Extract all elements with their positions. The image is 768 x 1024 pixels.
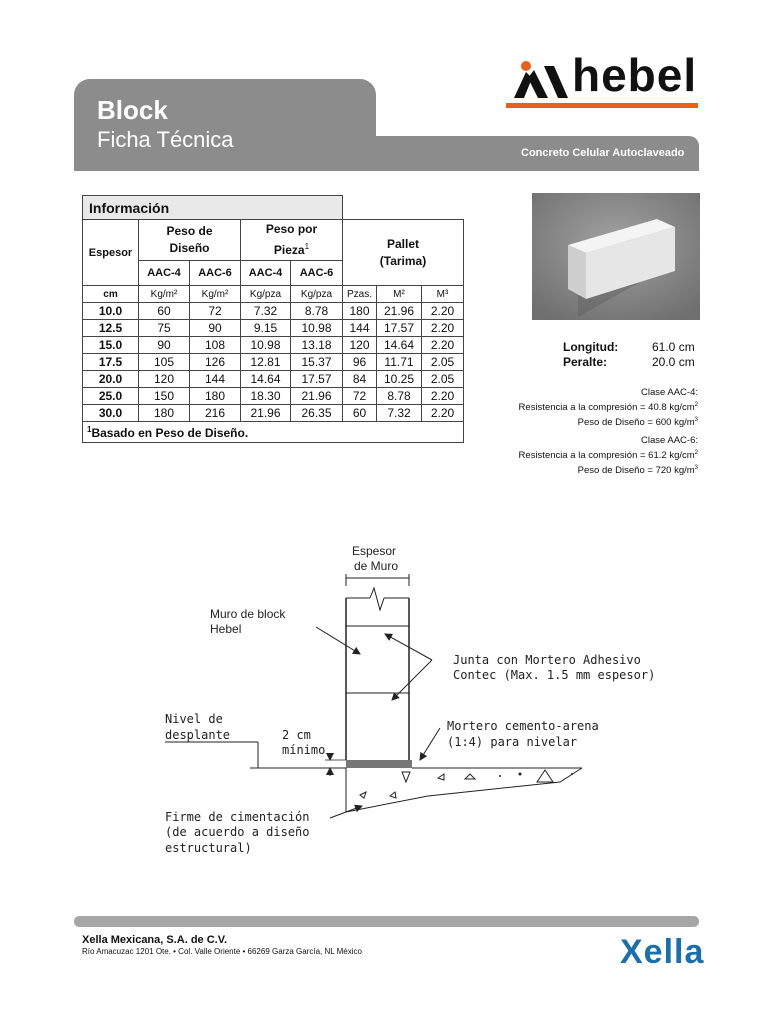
aac6-resistencia: Resistencia a la compresión = 61.2 $kg/cm^2$ — [518, 450, 698, 462]
footer-bar — [74, 916, 699, 927]
page-title: Block — [97, 95, 168, 125]
label-hebel: Hebel — [210, 622, 242, 636]
units-row — [83, 286, 464, 303]
table-cell: 14.64 — [377, 337, 422, 354]
longitud-value: 61.0 cm — [652, 340, 695, 354]
table-cell: 72 — [190, 303, 241, 320]
table-cell: 26.35 — [291, 405, 343, 422]
aac4-clase: Clase AAC-4: — [640, 387, 698, 398]
table-cell: 180 — [190, 388, 241, 405]
label-junta-2: Contec (Max. 1.5 mm espesor) — [453, 668, 656, 682]
table-row — [83, 337, 464, 354]
unit-cell: Kg/m² — [139, 286, 190, 303]
unit-cell: cm — [83, 286, 139, 303]
table-cell: 13.18 — [291, 337, 343, 354]
mortar-bed — [346, 760, 412, 768]
col-espesor: Espesor — [83, 220, 139, 286]
xella-logo: Xella — [620, 933, 705, 971]
table-cell: 14.64 — [241, 371, 291, 388]
table-cell: 2.20 — [422, 337, 464, 354]
label-espesor: Espesor — [352, 544, 397, 558]
table-cell: 216 — [190, 405, 241, 422]
table-row — [83, 320, 464, 337]
table-cell: 144 — [190, 371, 241, 388]
footer-company: Xella Mexicana, S.A. de C.V. — [82, 934, 228, 946]
table-cell: 10.25 — [377, 371, 422, 388]
foundation-slab — [250, 768, 582, 812]
unit-cell: Kg/pza — [291, 286, 343, 303]
longitud-label: Longitud: — [563, 340, 619, 354]
header-tagline: Concreto Celular Autoclaveado — [521, 147, 685, 159]
unit-cell: Kg/pza — [241, 286, 291, 303]
table-cell: 2.20 — [422, 388, 464, 405]
table-cell: 60 — [343, 405, 377, 422]
unit-cell: M² — [377, 286, 422, 303]
table-cell: 84 — [343, 371, 377, 388]
label-2cm: 2 cm — [282, 728, 311, 742]
label-de-muro: de Muro — [354, 559, 399, 573]
table-cell: 18.30 — [241, 388, 291, 405]
aac4-resistencia: Resistencia a la compresión = 40.8 $kg/cm^2$ — [518, 402, 698, 414]
table-row — [83, 303, 464, 320]
label-mortero-2: (1:4) para nivelar — [447, 735, 578, 749]
table-cell: 7.32 — [241, 303, 291, 320]
table-cell: 144 — [343, 320, 377, 337]
col-peso-diseno: Peso de Diseño — [139, 220, 241, 261]
wall-section-diagram — [0, 530, 768, 870]
aac6-specs — [519, 435, 698, 477]
table-cell: 150 — [139, 388, 190, 405]
table-cell: 90 — [139, 337, 190, 354]
table-cell: 8.78 — [377, 388, 422, 405]
table-cell: 17.57 — [291, 371, 343, 388]
spec-table — [82, 195, 464, 443]
label-nivel-2: desplante — [165, 728, 231, 742]
aac4-specs — [519, 387, 698, 429]
table-row — [83, 405, 464, 422]
table-row — [83, 354, 464, 371]
aac6-peso: Peso de Diseño = 720 $kg/m^3$ — [577, 465, 698, 477]
wall-blocks — [346, 588, 409, 760]
col-pallet: Pallet (Tarima) — [343, 220, 464, 286]
table-cell: 105 — [139, 354, 190, 371]
sub-aac4: AAC-4 — [139, 261, 190, 286]
logo-underline — [506, 103, 698, 108]
table-cell: 75 — [139, 320, 190, 337]
table-footnote: $^1$Basado en Peso de Diseño. — [83, 422, 464, 443]
label-mortero-1: Mortero cemento-arena — [447, 719, 599, 733]
table-cell: 12.81 — [241, 354, 291, 371]
table-cell: 21.96 — [291, 388, 343, 405]
table-cell: 126 — [190, 354, 241, 371]
unit-cell: Pzas. — [343, 286, 377, 303]
row-espesor: 30.0 — [83, 405, 139, 422]
table-cell: 17.57 — [377, 320, 422, 337]
table-cell: 2.20 — [422, 405, 464, 422]
sub-aac6: AAC-6 — [291, 261, 343, 286]
hebel-logo-text: hebel — [572, 49, 698, 101]
label-junta-1: Junta con Mortero Adhesivo — [453, 653, 641, 667]
row-espesor: 17.5 — [83, 354, 139, 371]
table-cell: 120 — [139, 371, 190, 388]
table-cell: 21.96 — [241, 405, 291, 422]
aac4-peso: Peso de Diseño = 600 $kg/m^3$ — [577, 417, 698, 429]
label-nivel-1: Nivel de — [165, 712, 223, 726]
table-cell: 10.98 — [241, 337, 291, 354]
row-espesor: 25.0 — [83, 388, 139, 405]
row-espesor: 12.5 — [83, 320, 139, 337]
label-muro: Muro de block — [210, 607, 286, 621]
block-photo — [532, 193, 700, 320]
row-espesor: 20.0 — [83, 371, 139, 388]
table-cell: 8.78 — [291, 303, 343, 320]
table-cell: 2.05 — [422, 371, 464, 388]
page-subtitle: Ficha Técnica — [97, 127, 234, 152]
table-row — [83, 388, 464, 405]
sub-aac4: AAC-4 — [241, 261, 291, 286]
peralte-value: 20.0 cm — [652, 355, 695, 369]
label-firme-1: Firme de cimentación — [165, 810, 310, 824]
col-peso-pieza: Peso por Pieza$^1$ — [241, 220, 343, 261]
table-cell: 15.37 — [291, 354, 343, 371]
sub-aac6: AAC-6 — [190, 261, 241, 286]
table-cell: 9.15 — [241, 320, 291, 337]
label-firme-3: estructural) — [165, 841, 252, 855]
unit-cell: Kg/m² — [190, 286, 241, 303]
table-cell: 72 — [343, 388, 377, 405]
table-cell: 11.71 — [377, 354, 422, 371]
footer-address: Río Amacuzac 1201 Ote. • Col. Valle Oriente • 66269 Garza García, NL México — [82, 947, 362, 956]
label-firme-2: (de acuerdo a diseño — [165, 825, 310, 839]
table-cell: 2.20 — [422, 303, 464, 320]
unit-cell: M³ — [422, 286, 464, 303]
table-cell: 7.32 — [377, 405, 422, 422]
table-cell: 180 — [343, 303, 377, 320]
aac6-clase: Clase AAC-6: — [640, 435, 698, 446]
table-row — [83, 371, 464, 388]
table-cell: 120 — [343, 337, 377, 354]
table-cell: 21.96 — [377, 303, 422, 320]
table-cell: 108 — [190, 337, 241, 354]
label-minimo: mínimo — [282, 743, 326, 757]
table-cell: 2.05 — [422, 354, 464, 371]
table-cell: 10.98 — [291, 320, 343, 337]
table-section-title: Información — [83, 196, 343, 220]
hebel-mark-icon — [510, 60, 568, 104]
table-cell: 60 — [139, 303, 190, 320]
table-cell: 96 — [343, 354, 377, 371]
table-cell: 90 — [190, 320, 241, 337]
table-cell: 180 — [139, 405, 190, 422]
aac-block-image — [532, 193, 700, 320]
row-espesor: 15.0 — [83, 337, 139, 354]
table-cell: 2.20 — [422, 320, 464, 337]
row-espesor: 10.0 — [83, 303, 139, 320]
peralte-label: Peralte: — [563, 355, 608, 369]
